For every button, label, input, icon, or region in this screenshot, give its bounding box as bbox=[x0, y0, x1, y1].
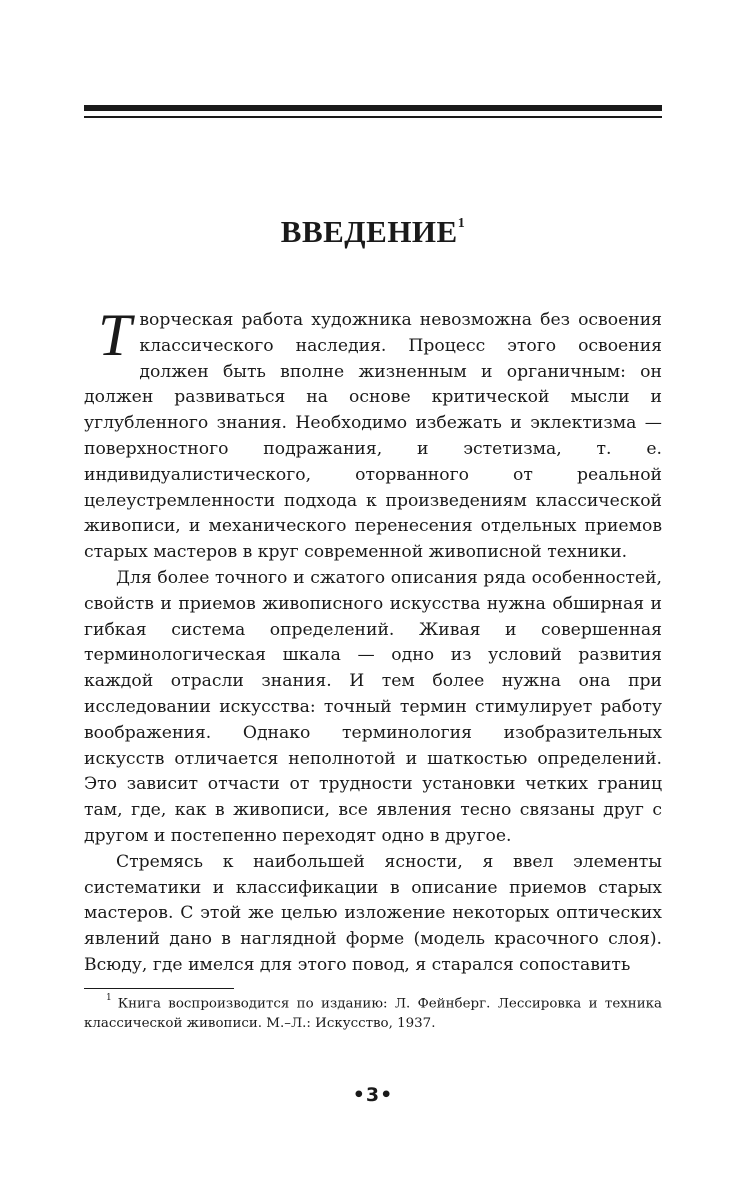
header-rule-thick bbox=[84, 105, 662, 111]
paragraph-2: Для более точного и сжатого описания ряда особенностей, свойств и приемов живописного искусства нужна обширная и гибкая система определений. Живая и совершенная терминологическая шкала — одно из условий развития каждой отрасли знания. И тем более нужна она при исследовании искусства: точный термин стимулирует работу воображения. Однако терминология изобразительных искусств отличается неполнотой и шаткостью определений. Это зависит отчасти от трудности установки четких границ там, где, как в живописи, все явления тесно связаны друг с другом и постепенно переходят одно в другое. bbox=[84, 567, 662, 846]
page-number: •3• bbox=[352, 1084, 394, 1106]
title-footnote-ref: 1 bbox=[457, 215, 466, 231]
footnote-text: Книга воспроизводится по изданию: Л. Фейнберг. Лессировка и техника классической живописи. М.–Л.: Искусство, 1937. bbox=[84, 996, 662, 1031]
paragraph-1 bbox=[84, 302, 662, 566]
chapter-title-text: ВВЕДЕНИЕ bbox=[280, 214, 458, 249]
chapter-title bbox=[84, 214, 662, 250]
drop-cap: Т bbox=[98, 302, 132, 368]
footnote bbox=[84, 991, 662, 1033]
footnote-rule bbox=[84, 988, 234, 989]
footnote-marker: 1 bbox=[106, 993, 112, 1003]
paragraph-1-text: ворческая работа художника невозможна без освоения классического наследия. Процесс этого освоения должен быть вполне жизненным и органичным: он должен развиваться на основе критической мысли и углубленного знания. Необходимо избежать и эклектизма — поверхностного подражания, и эстетизма, т. е. индивидуалистического, оторванного от реальной целеустремленности подхода к произведениям классической живописи, и механического перенесения отдельных приемов старых мастеров в круг современной живописной техники. bbox=[84, 310, 662, 563]
header-rule-thin bbox=[84, 116, 662, 118]
paragraph-3: Стремясь к наибольшей ясности, я ввел элементы систематики и классификации в описание приемов старых мастеров. С этой же целью изложение некоторых оптических явлений дано в наглядной форме (модель красочного слоя). Всюду, где имелся для этого повод, я старался сопоставить bbox=[84, 851, 662, 975]
body-text bbox=[84, 302, 662, 979]
